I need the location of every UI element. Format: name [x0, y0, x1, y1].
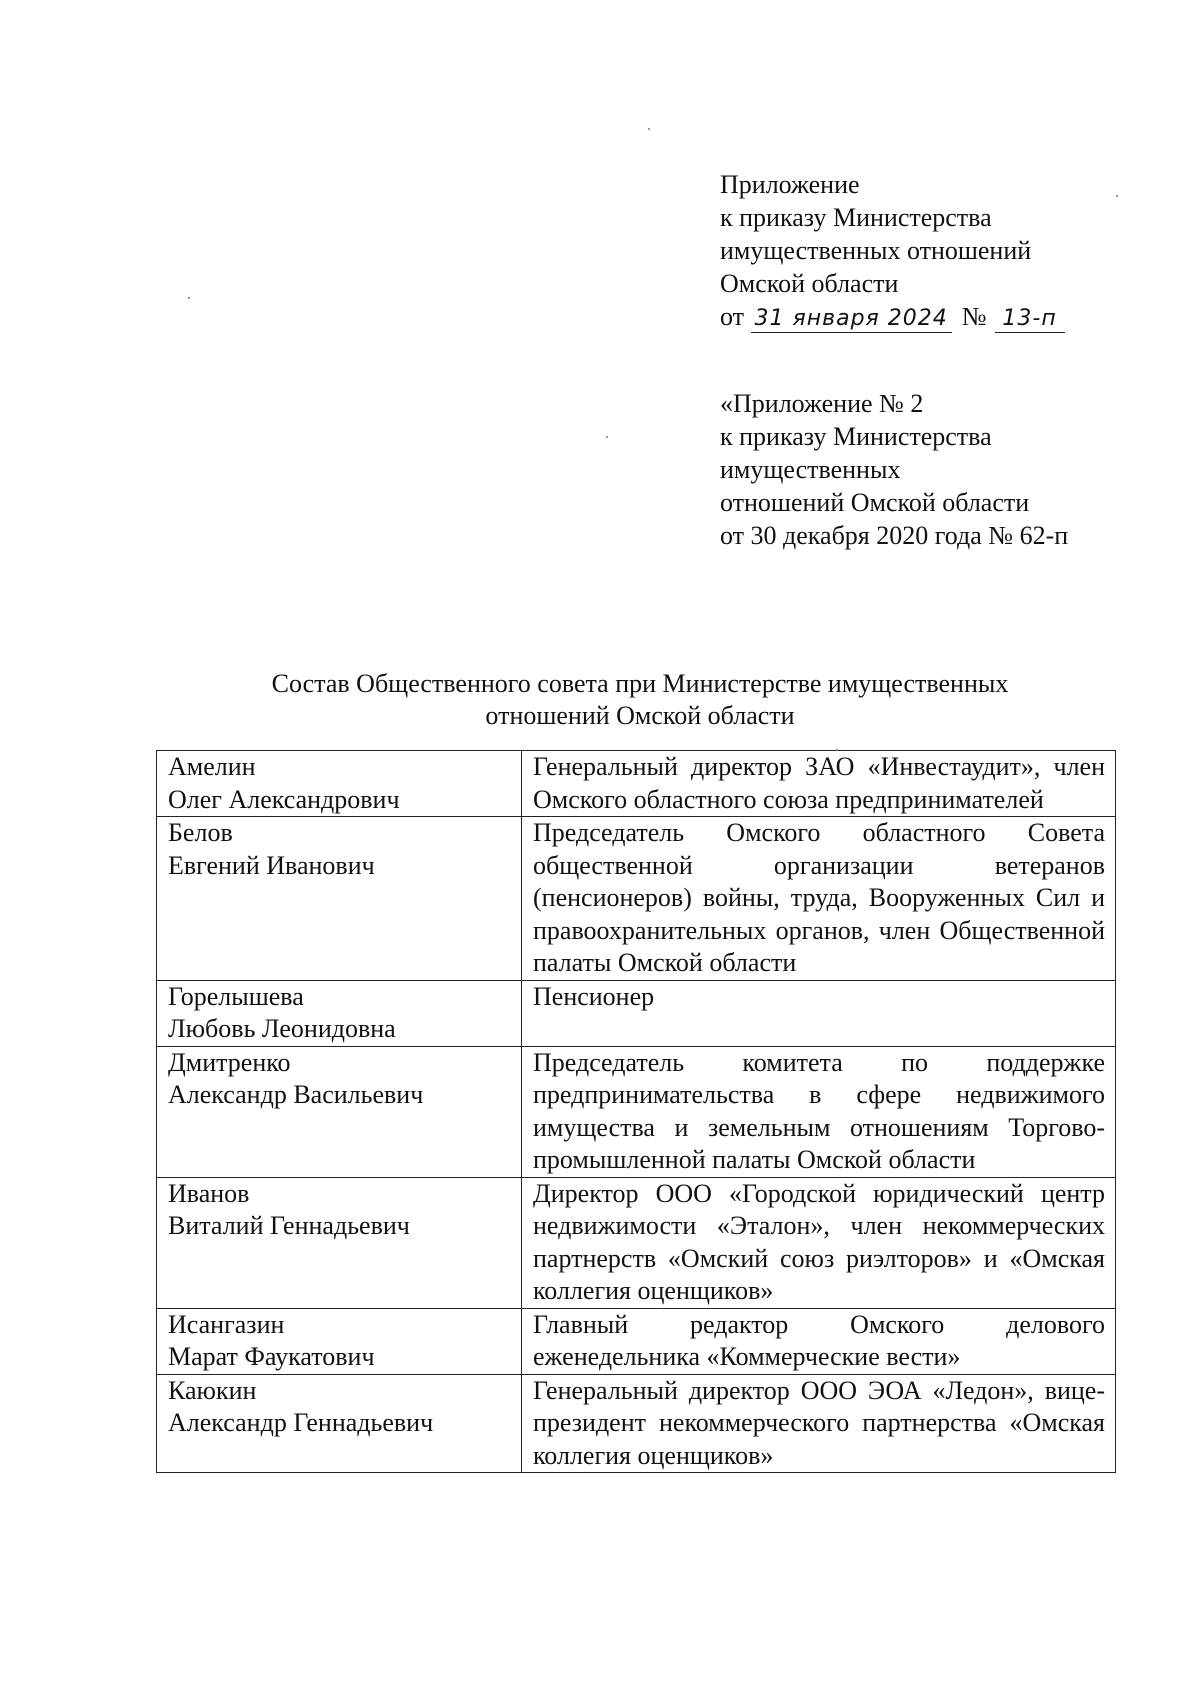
member-name-cell — [157, 751, 522, 817]
title-line-2: отношений Омской области — [485, 701, 795, 730]
member-role-cell: Директор ООО «Городской юридический центр недвижимости «Эталон», член некоммерческих партнерств «Омский союз риэлторов» и «Омская коллегия оценщиков» — [522, 1177, 1116, 1308]
member-given-names: Любовь Леонидовна — [168, 1014, 396, 1043]
member-name-cell — [157, 980, 522, 1046]
table-row — [157, 1177, 1116, 1308]
member-given-names: Марат Фаукатович — [168, 1342, 375, 1371]
member-surname: Иванов — [168, 1178, 250, 1208]
date-prefix: от — [720, 302, 745, 331]
member-name-cell — [157, 1308, 522, 1374]
member-name-cell — [157, 1374, 522, 1473]
member-given-names: Александр Геннадьевич — [168, 1408, 434, 1437]
scan-speck — [836, 749, 838, 751]
annex-line: имущественных — [720, 455, 901, 484]
table-row — [157, 1046, 1116, 1177]
annex-line: отношений Омской области — [720, 488, 1030, 517]
member-surname: Горелышева — [168, 981, 304, 1011]
scan-speck — [1116, 195, 1118, 197]
member-given-names: Виталий Геннадьевич — [168, 1211, 410, 1240]
scan-speck — [188, 297, 190, 299]
member-role-cell: Генеральный директор ЗАО «Инвестаудит», член Омского областного союза предпринимателей — [522, 751, 1116, 817]
member-role-cell: Генеральный директор ООО ЭОА «Ледон», вице-президент некоммерческого партнерства «Омская коллегия оценщиков» — [522, 1374, 1116, 1473]
annex-header — [720, 387, 1068, 552]
handwritten-number: 13-п — [995, 306, 1065, 333]
member-surname: Дмитренко — [168, 1047, 291, 1077]
member-role-cell: Председатель Омского областного Совета общественной организации ветеранов (пенсионеров) войны, труда, Вооруженных Сил и правоохранительных органов, член Общественной палаты Омской области — [522, 817, 1116, 981]
table-row — [157, 817, 1116, 981]
table-row — [157, 1374, 1116, 1473]
member-given-names: Александр Васильевич — [168, 1080, 424, 1109]
member-surname: Каюкин — [168, 1375, 257, 1405]
scan-speck — [648, 128, 650, 130]
order-date-number-line — [720, 300, 1065, 333]
member-role-cell: Председатель комитета по поддержке предпринимательства в сфере недвижимого имущества и земельным отношениям Торгово-промышленной палаты Омской области — [522, 1046, 1116, 1177]
table-row — [157, 1308, 1116, 1374]
annex-line: от 30 декабря 2020 года № 62-п — [720, 521, 1069, 550]
document-title — [150, 668, 1130, 732]
annex-line: «Приложение № 2 — [720, 389, 924, 418]
table-row — [157, 751, 1116, 817]
number-sign: № — [961, 302, 987, 331]
header-line: Омской области — [720, 269, 899, 298]
header-line: имущественных отношений — [720, 236, 1032, 265]
member-given-names: Евгений Иванович — [168, 850, 375, 880]
member-surname: Белов — [168, 818, 233, 847]
annex-line: к приказу Министерства — [720, 422, 992, 451]
member-role-cell: Главный редактор Омского делового еженедельника «Коммерческие вести» — [522, 1308, 1116, 1374]
member-name-cell — [157, 1046, 522, 1177]
title-line-1: Состав Общественного совета при Министерстве имущественных — [271, 669, 1009, 698]
member-surname: Амелин — [168, 752, 256, 781]
member-given-names: Олег Александрович — [168, 784, 400, 814]
member-surname: Исангазин — [168, 1309, 285, 1339]
table-row — [157, 980, 1116, 1046]
member-role-cell: Пенсионер — [522, 980, 1116, 1046]
council-members-table — [156, 750, 1116, 1473]
header-line: Приложение — [720, 170, 860, 199]
member-name-cell — [157, 817, 522, 981]
header-line: к приказу Министерства — [720, 203, 992, 232]
handwritten-date: 31 января 2024 — [751, 306, 952, 333]
order-attachment-header — [720, 168, 1065, 333]
member-name-cell — [157, 1177, 522, 1308]
scan-speck — [606, 436, 608, 438]
